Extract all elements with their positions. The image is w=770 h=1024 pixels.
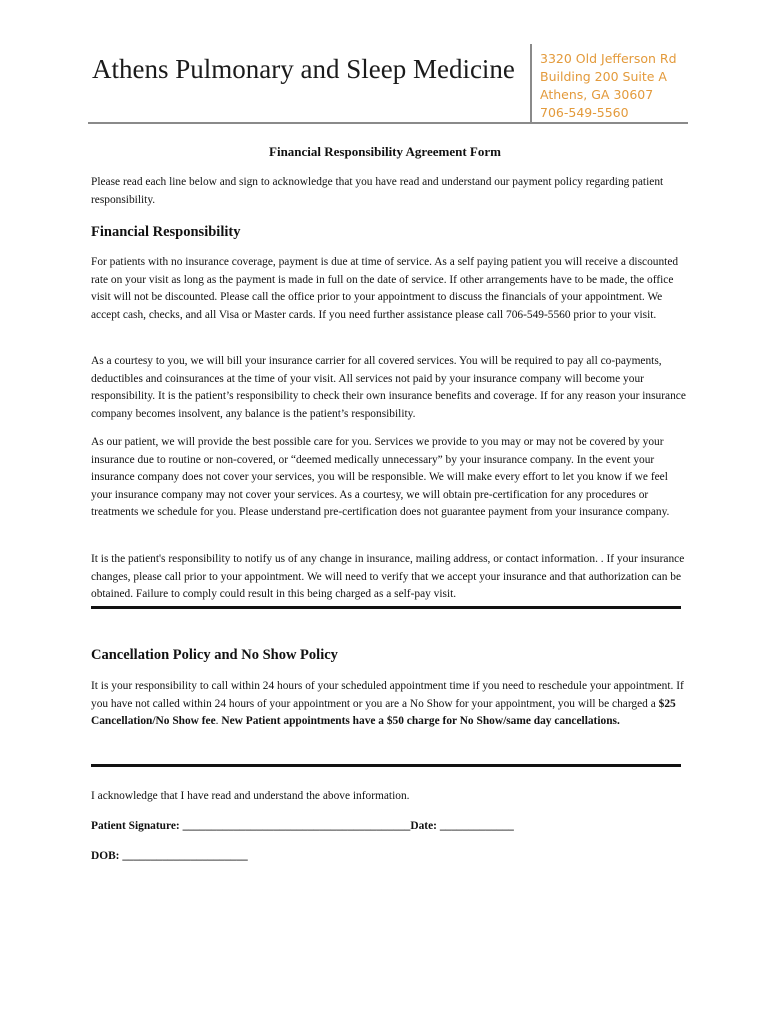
section-divider	[91, 764, 681, 767]
dob-label: DOB:	[91, 850, 120, 862]
letterhead-vertical-rule	[530, 44, 532, 124]
intro-paragraph: Please read each line below and sign to acknowledge that you have read and understand our payment policy regarding patient responsibility.	[91, 176, 664, 206]
address-line-street: 3320 Old Jefferson Rd	[540, 51, 677, 66]
form-title: Financial Responsibility Agreement Form	[269, 144, 501, 159]
dob-row	[91, 850, 248, 862]
date-label: Date:	[410, 820, 437, 832]
cancellation-heading: Cancellation Policy and No Show Policy	[91, 647, 338, 663]
address-line-suite: Building 200 Suite A	[540, 69, 667, 84]
dob-field[interactable]: ______________________	[122, 850, 248, 862]
date-field[interactable]: _____________	[439, 820, 514, 832]
letterhead	[88, 44, 688, 124]
cancellation-text: It is your responsibility to call within 24 hours of your scheduled appointment time if you need to reschedule your appointment. If you have not called within 24 hours of your appointment or you are a No Show for your appointment, you will be charged a $25 Cancellation/No Show fee. New Patient appointments have a $50 charge for No Show/same day cancellations.	[91, 680, 684, 728]
financial-heading: Financial Responsibility	[91, 224, 241, 240]
financial-paragraph-3: As our patient, we will provide the best possible care for you. Services we provide to you may or may not be covered by your insurance due to routine or non-covered, or “deemed medically unnecessary” by your insurance company. In the event your insurance company does not cover your services, you will be responsible. We will make every effort to let you know if we feel your insurance company may not cover your services. As a courtesy, we will obtain pre-certification for any procedures or treatments we schedule for you. Please understand pre-certification does not guarantee payment from your insurance company.	[91, 436, 670, 519]
signature-field[interactable]: ________________________________________	[182, 820, 411, 832]
letterhead-rule-right	[532, 122, 688, 124]
financial-paragraph-2: As a courtesy to you, we will bill your insurance carrier for all covered services. You will be required to pay all co-payments, deductibles and coinsurances at the time of your visit. All services not paid by your insurance company will become your responsibility. It is the patient’s responsibility to check their own insurance benefits and coverage. If for any reason your insurance company becomes insolvent, any balance is the patient’s responsibility.	[91, 355, 686, 420]
section-divider	[91, 606, 681, 609]
new-patient-charge: New Patient appointments have a $50 charge for No Show/same day cancellations.	[221, 715, 620, 728]
practice-name: Athens Pulmonary and Sleep Medicine	[92, 54, 515, 84]
acknowledgement-text: I acknowledge that I have read and understand the above information.	[91, 790, 410, 802]
cancellation-fee: $25 Cancellation/No Show fee	[91, 697, 676, 728]
address-line-phone: 706-549-5560	[540, 105, 629, 120]
intro-text	[91, 174, 691, 209]
address-line-city: Athens, GA 30607	[540, 87, 654, 102]
signature-label: Patient Signature:	[91, 820, 180, 832]
signature-row	[91, 820, 514, 832]
letterhead-rule-left	[88, 122, 532, 124]
practice-address	[540, 50, 677, 122]
financial-paragraph-1: For patients with no insurance coverage, payment is due at time of service. As a self paying patient you will receive a discounted rate on your visit as long as the payment is made in full on the date of service. If other arrangements have to be made, the office visit will not be discounted. Please call the office prior to your appointment to discuss the financials of your appointment. We accept cash, checks, and all Visa or Master cards. If you need further assistance please call 706-549-5560 prior to your visit.	[91, 256, 679, 321]
financial-paragraph-4: It is the patient's responsibility to notify us of any change in insurance, mailing address, or contact information. . If your insurance changes, please call prior to your appointment. We will need to verify that we accept your insurance and that authorization can be obtained. Failure to comply could result in this being charged as a self-pay visit.	[91, 553, 685, 601]
